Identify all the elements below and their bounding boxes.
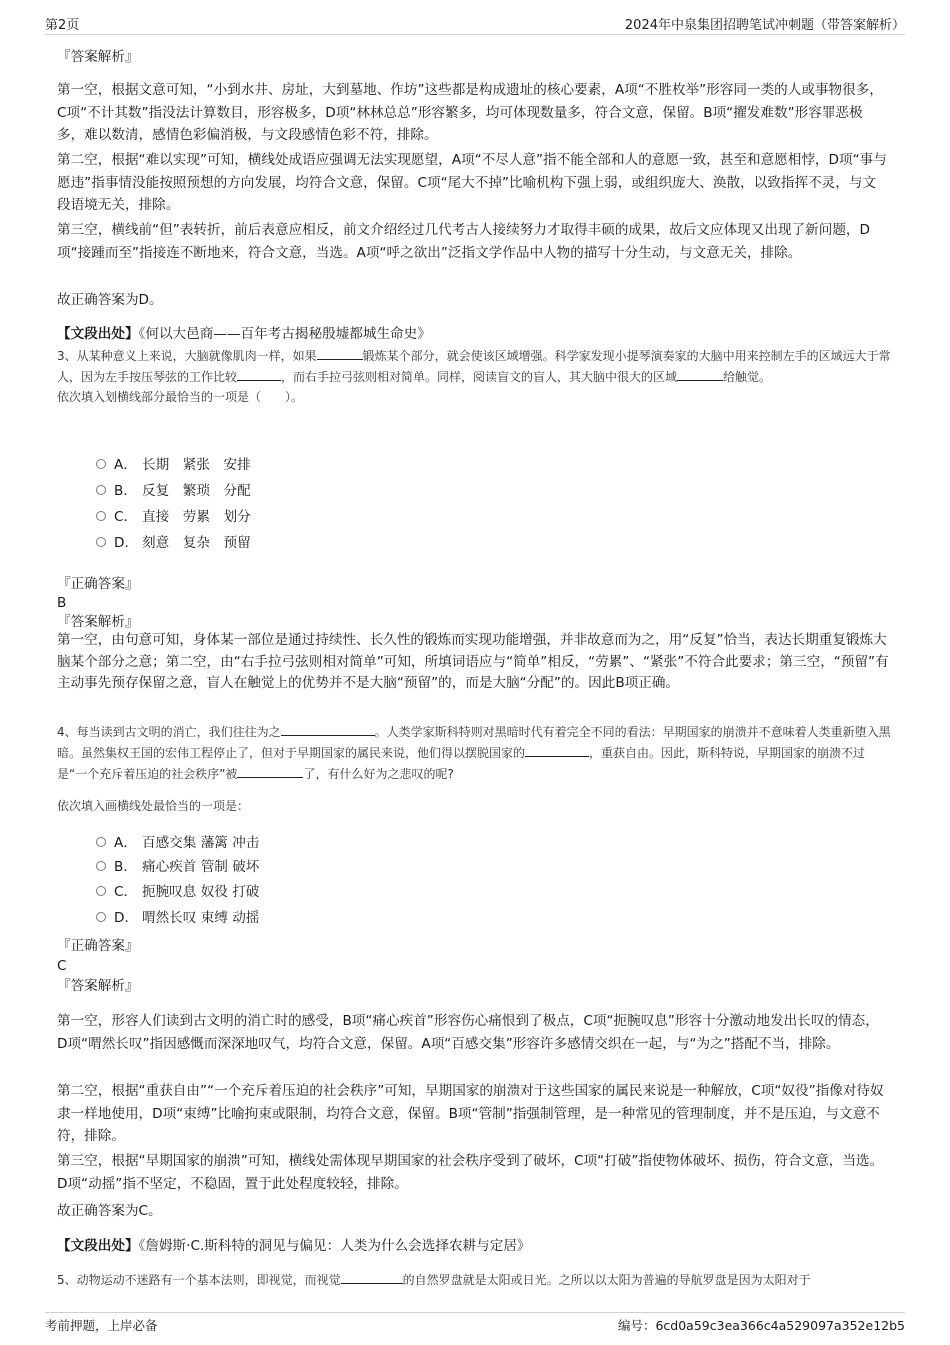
q4-conclusion: 故正确答案为C。 <box>57 1203 162 1219</box>
q4-stem: 4、每当读到古文明的消亡，我们往往为之 。人类学家斯科特则对黑暗时代有着完全不同的看法：早期国家的崩溃并不意味着人类重新堕入黑暗。虽然集权王国的宏伟工程停止了，但对于早期国家的属民来说，他们得以摆脱国家的 ，重获自由。因此，斯科特说，早期国家的崩溃不过是“一个充斥着压迫的社会秩序”被 了，有什么好为之悲叹的呢? <box>57 721 895 784</box>
radio-icon[interactable] <box>96 485 106 495</box>
radio-icon[interactable] <box>96 537 106 547</box>
document-title: 2024年中泉集团招聘笔试冲刺题（带答案解析） <box>624 18 905 33</box>
q3-option-c[interactable]: C． 直接 劳累 划分 <box>96 506 251 528</box>
source-label: 【文段出处】 <box>57 1238 139 1254</box>
blank-1 <box>341 1269 403 1284</box>
blank-1 <box>317 345 363 360</box>
page-header <box>45 14 905 35</box>
q2-analysis-title: 『答案解析』 <box>57 49 139 65</box>
blank-2 <box>237 366 281 381</box>
q4-prompt: 依次填入画横线处最恰当的一项是： <box>57 799 250 813</box>
radio-icon[interactable] <box>96 511 106 521</box>
radio-icon[interactable] <box>96 861 106 871</box>
source-title: 《詹姆斯·C.斯科特的洞见与偏见：人类为什么会选择农耕与定居》 <box>138 1238 531 1254</box>
footer-slogan: 考前押题，上岸必备 <box>45 1318 158 1333</box>
q4-source <box>57 1236 531 1256</box>
page-number: 第2页 <box>45 18 80 33</box>
blank-3 <box>677 366 723 381</box>
q3-option-a[interactable]: A． 长期 紧张 安排 <box>96 454 251 476</box>
q3-prompt: 依次填入划横线部分最恰当的一项是（ ）。 <box>57 390 304 404</box>
radio-icon[interactable] <box>96 459 106 469</box>
q2-conclusion: 故正确答案为D。 <box>57 292 163 308</box>
q4-option-d[interactable]: D． 喟然长叹 束缚 动摇 <box>96 907 259 929</box>
q2-source <box>57 324 431 344</box>
q2-analysis-para-3: 第三空，横线前“但”表转折，前后表意应相反，前文介绍经过几代考古人接续努力才取得丰硕的成果，故后文应体现又出现了新问题，D项“接踵而至”指接连不断地来，符合文意，当选。A项“呼之欲出”泛指文学作品中人物的描写十分生动，与文意无关，排除。 <box>57 222 870 261</box>
page-footer <box>45 1312 905 1338</box>
q3-option-b[interactable]: B． 反复 繁琐 分配 <box>96 480 251 502</box>
document-id: 编号：6cd0a59c3ea366c4a529097a352e12b5 <box>617 1318 905 1333</box>
radio-icon[interactable] <box>96 837 106 847</box>
q2-analysis-para-1: 第一空，根据文意可知，“小到水井、房址，大到墓地、作坊”这些都是构成遗址的核心要素，A项“不胜枚举”形容同一类的人或事物很多，C项“不计其数”指没法计算数目，形容极多，D项“林林总总”形容繁多，均可体现数量多，符合文意，保留。B项“擢发难数”形容罪恶极多，难以数清，感情色彩偏消极，与文段感情色彩不符，排除。 <box>57 82 883 143</box>
q4-analysis-para-2: 第二空，根据“重获自由”“一个充斥着压迫的社会秩序”可知，早期国家的崩溃对于这些国家的属民来说是一种解放，C项“奴役”指像对待奴隶一样地使用，D项“束缚”比喻拘束或限制，均符合文意，保留。B项“管制”指强制管理，是一种常见的管理制度，并不是压迫，与文意不符，排除。 <box>57 1083 884 1144</box>
q2-analysis-para-2: 第二空，根据“难以实现”可知，横线处成语应强调无法实现愿望，A项“不尽人意”指不能全部和人的意愿一致，甚至和意愿相悖，D项“事与愿违”指事情没能按照预想的方向发展，均符合文意，保留。C项“尾大不掉”比喻机构下强上弱，或组织庞大、涣散，以致指挥不灵，与文段语境无关，排除。 <box>57 152 887 213</box>
blank-2 <box>525 742 589 757</box>
radio-icon[interactable] <box>96 912 106 922</box>
q5-stem: 5、动物运动不迷路有一个基本法则，即视觉，而视觉 的自然罗盘就是太阳或日光。之所以以太阳为普遍的导航罗盘是因为太阳对于 <box>57 1269 895 1290</box>
q4-answer-title: 『正确答案』 <box>57 938 139 954</box>
q3-analysis-title: 『答案解析』 <box>57 614 139 630</box>
q3-analysis: 第一空，由句意可知，身体某一部位是通过持续性、长久性的锻炼而实现功能增强，并非故意而为之，用“反复”恰当，表达长期重复锻炼大脑某个部分之意；第二空，由“右手拉弓弦则相对简单”可知，所填词语应与“简单”相反，“劳累”、“紧张”不符合此要求；第三空，“预留”有主动事先预存保留之意，盲人在触觉上的优势并不是大脑“预留”的，而是大脑“分配”的。因此B项正确。 <box>57 632 889 691</box>
radio-icon[interactable] <box>96 886 106 896</box>
q4-analysis-para-3: 第三空，根据“早期国家的崩溃”可知，横线处需体现早期国家的社会秩序受到了破坏，C项“打破”指使物体破坏、损伤，符合文意，当选。D项“动摇”指不坚定，不稳固，置于此处程度较轻，排除。 <box>57 1153 884 1192</box>
blank-1 <box>281 721 375 736</box>
q3-answer: B <box>57 595 67 611</box>
q3-stem: 3、从某种意义上来说，大脑就像肌肉一样，如果 锻炼某个部分，就会使该区域增强。科学家发现小提琴演奏家的大脑中用来控制左手的区域远大于常人，因为左手按压琴弦的工作比较 ，而右手拉弓弦则相对简单。同样，阅读盲文的盲人，其大脑中很大的区域 给触觉。 依次填入划横线部分最恰当的一项是（ ）。 <box>57 345 895 407</box>
blank-3 <box>237 763 303 778</box>
q3-answer-title: 『正确答案』 <box>57 576 139 592</box>
q4-option-c[interactable]: C． 扼腕叹息 奴役 打破 <box>96 881 259 903</box>
source-title: 《何以大邑商——百年考古揭秘殷墟都城生命史》 <box>138 326 431 342</box>
q4-option-a[interactable]: A． 百感交集 藩篱 冲击 <box>96 832 259 854</box>
source-label: 【文段出处】 <box>57 326 139 342</box>
q3-option-d[interactable]: D． 刻意 复杂 预留 <box>96 532 251 554</box>
q4-analysis-title: 『答案解析』 <box>57 978 139 994</box>
q4-answer: C <box>57 958 67 974</box>
q4-analysis-para-1: 第一空，形容人们读到古文明的消亡时的感受，B项“痛心疾首”形容伤心痛恨到了极点，C项“扼腕叹息”形容十分激动地发出长叹的情态，D项“喟然长叹”指因感慨而深深地叹气，均符合文意，保留。A项“百感交集”形容许多感情交织在一起，与“为之”搭配不当，排除。 <box>57 1013 879 1052</box>
q4-option-b[interactable]: B． 痛心疾首 管制 破坏 <box>96 856 259 878</box>
